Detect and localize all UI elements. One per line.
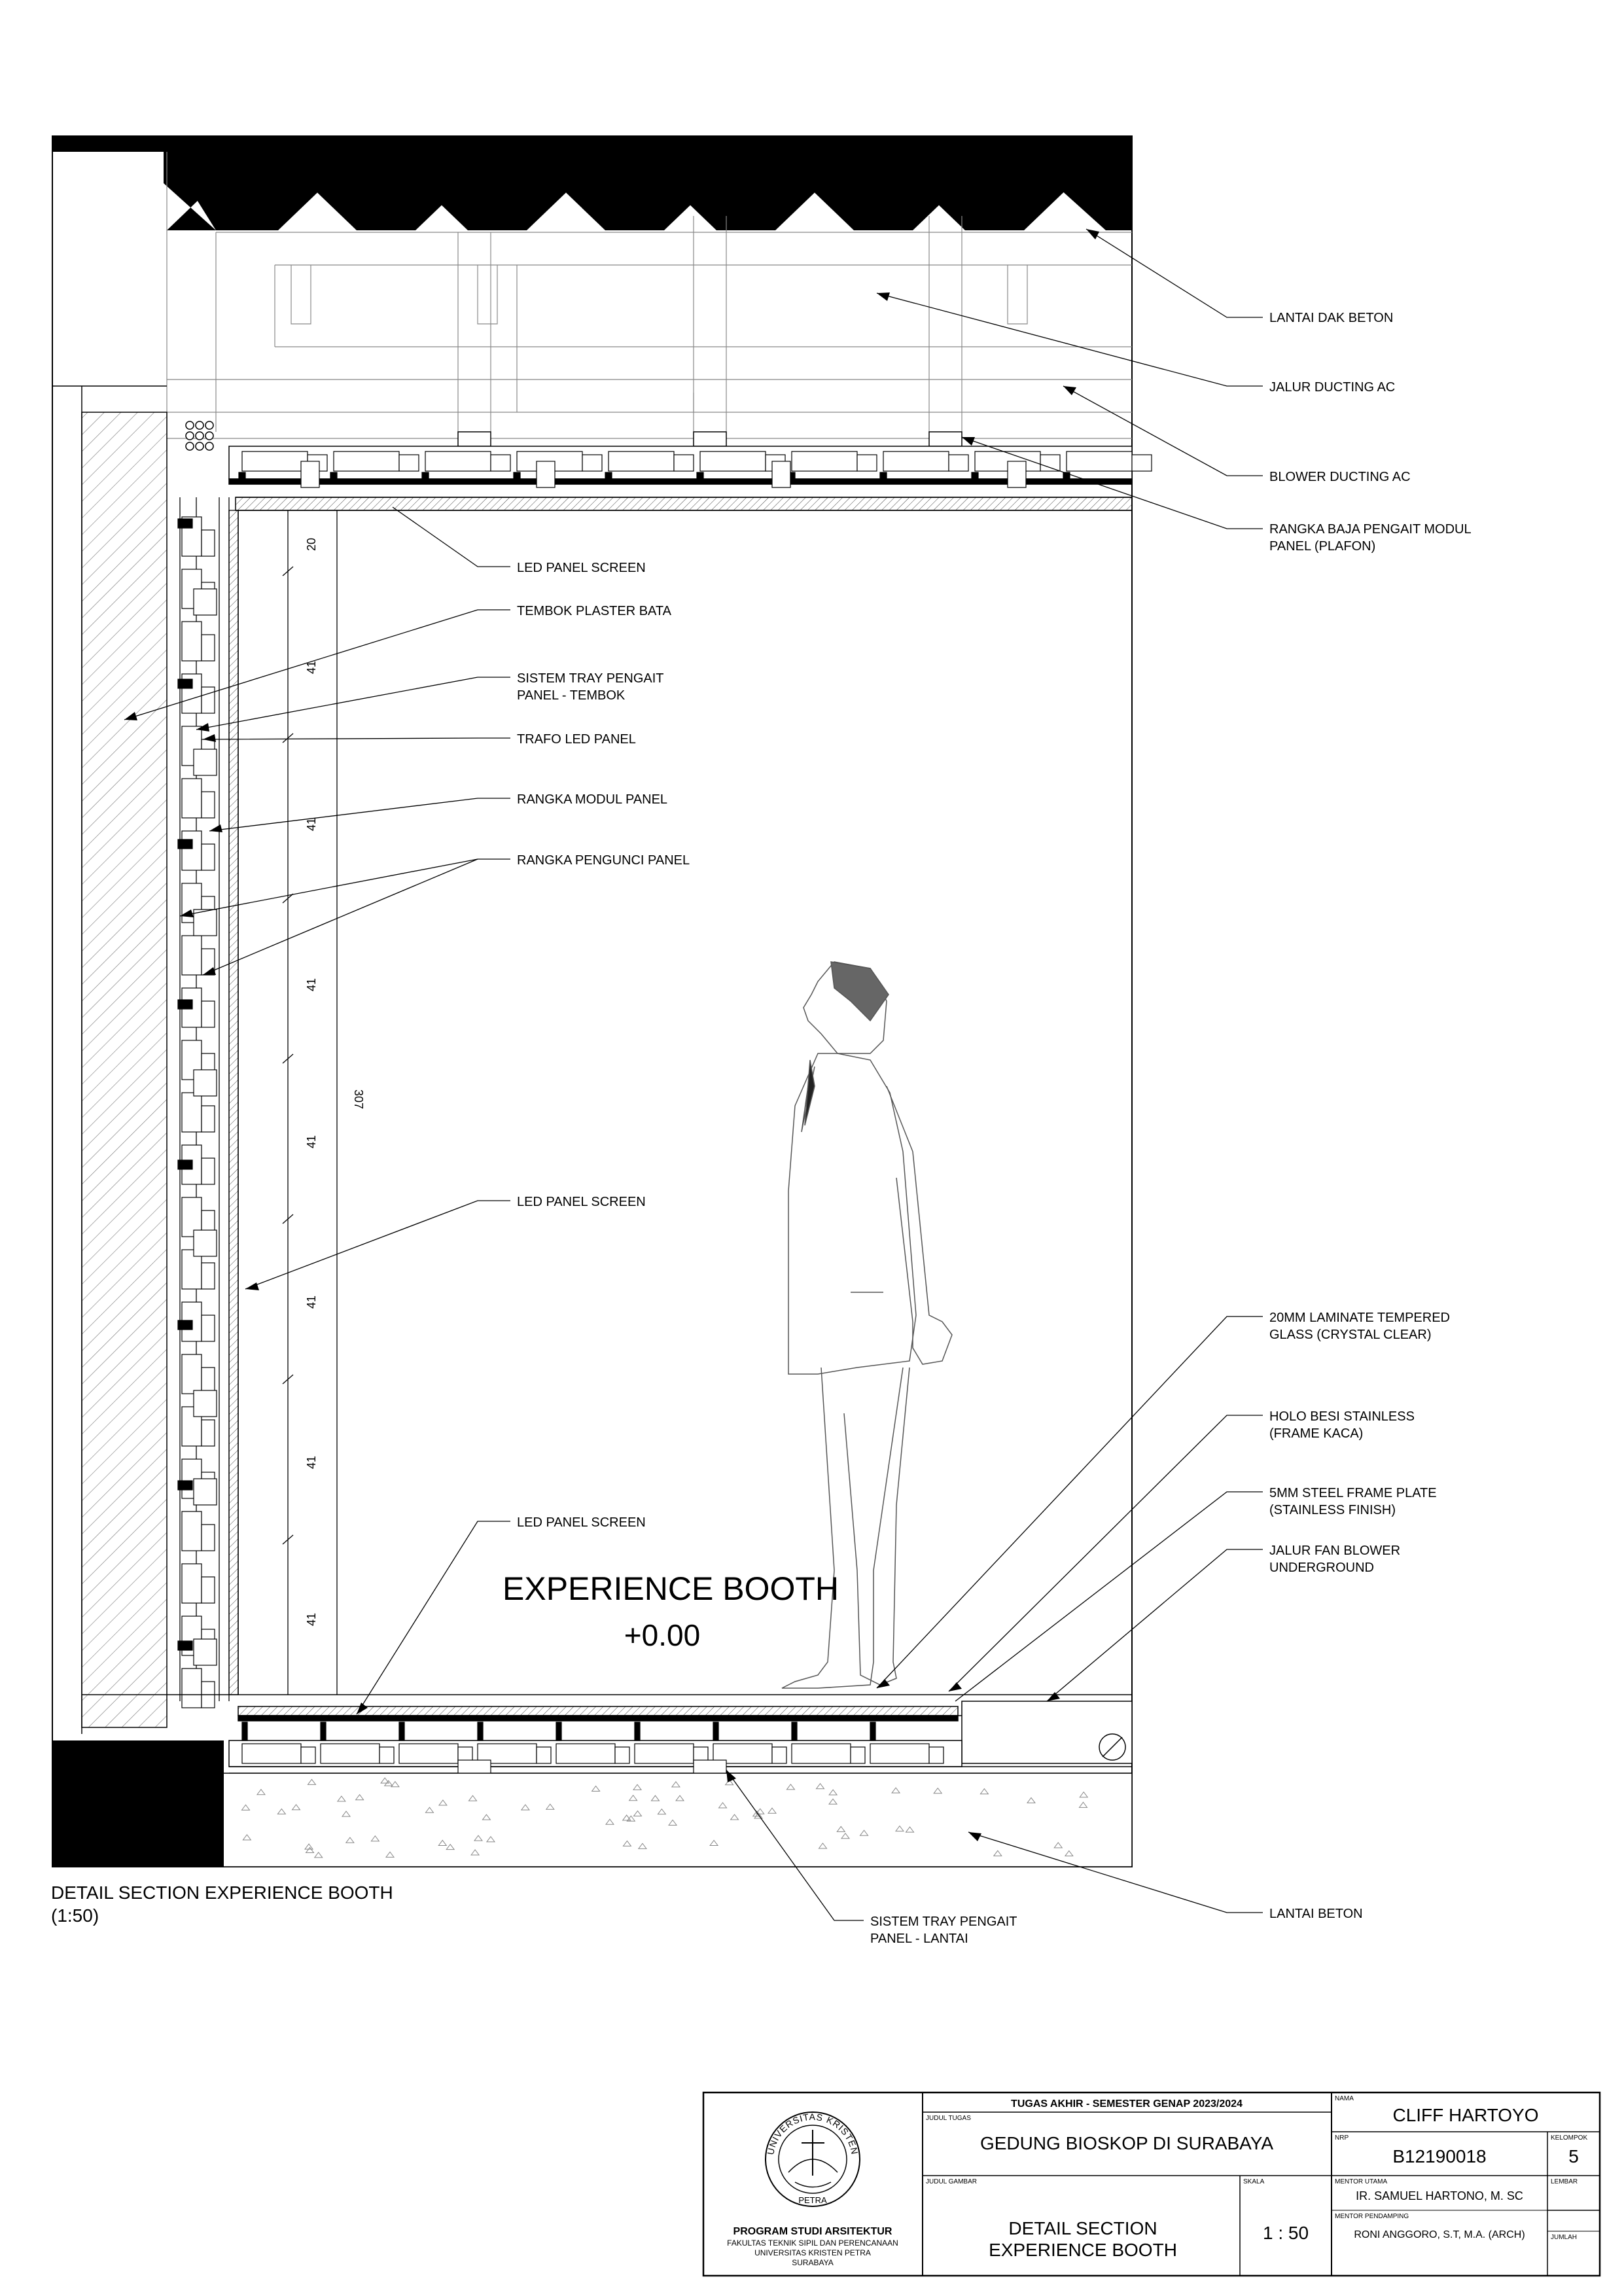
tb-nrp: B12190018	[1392, 2146, 1487, 2166]
dim-6: 41	[305, 1295, 318, 1309]
tb-nrp-label: NRP	[1335, 2134, 1349, 2142]
title-block-texts	[727, 2095, 1587, 2267]
tb-university: UNIVERSITAS KRISTEN PETRA	[754, 2248, 871, 2257]
label-lantai-dak-beton: LANTAI DAK BETON	[1269, 311, 1394, 325]
label-sistem-tray-tembok-2: PANEL - TEMBOK	[517, 688, 626, 703]
dim-3: 41	[305, 817, 318, 831]
label-glass-2: GLASS (CRYSTAL CLEAR)	[1269, 1328, 1432, 1342]
wall-modules	[178, 517, 217, 1708]
foundation-block	[52, 1740, 224, 1867]
dim-4: 41	[305, 978, 318, 991]
tb-course: TUGAS AKHIR - SEMESTER GENAP 2023/2024	[1011, 2098, 1243, 2110]
label-sistem-tray-lantai-2: PANEL - LANTAI	[870, 1932, 968, 1946]
label-rangka-modul-panel: RANGKA MODUL PANEL	[517, 792, 668, 807]
drawing-caption: DETAIL SECTION EXPERIENCE BOOTH	[51, 1882, 393, 1903]
label-led-panel-screen-3: LED PANEL SCREEN	[517, 1515, 646, 1530]
label-led-panel-screen-1: LED PANEL SCREEN	[517, 561, 646, 575]
label-glass-1: 20MM LAMINATE TEMPERED	[1269, 1311, 1450, 1325]
tb-kelompok: 5	[1568, 2146, 1579, 2166]
label-jalur-ducting-ac: JALUR DUCTING AC	[1269, 380, 1396, 395]
label-plate-1: 5MM STEEL FRAME PLATE	[1269, 1486, 1437, 1500]
label-rangka-baja-2: PANEL (PLAFON)	[1269, 539, 1376, 554]
label-lantai-beton: LANTAI BETON	[1269, 1907, 1363, 1921]
label-sistem-tray-tembok-1: SISTEM TRAY PENGAIT	[517, 671, 664, 686]
label-holo-2: (FRAME KACA)	[1269, 1426, 1364, 1441]
tb-mentor-pendamping: RONI ANGGORO, S.T, M.A. (ARCH)	[1354, 2229, 1525, 2240]
tb-kelompok-label: KELOMPOK	[1551, 2134, 1588, 2142]
label-rangka-baja-1: RANGKA BAJA PENGAIT MODUL	[1269, 522, 1472, 537]
dim-1: 20	[305, 537, 318, 551]
tb-city: SURABAYA	[792, 2258, 834, 2267]
dim-total: 307	[352, 1089, 365, 1110]
tb-judul-gambar-2: EXPERIENCE BOOTH	[989, 2240, 1177, 2260]
dimension-texts	[305, 538, 365, 1626]
seal-text-bottom: PETRA	[798, 2195, 827, 2205]
tb-program: PROGRAM STUDI ARSITEKTUR	[733, 2226, 892, 2237]
label-rangka-pengunci-panel: RANGKA PENGUNCI PANEL	[517, 853, 690, 868]
label-sistem-tray-lantai-1: SISTEM TRAY PENGAIT	[870, 1915, 1017, 1929]
dim-7: 41	[305, 1455, 318, 1469]
brick-wall	[82, 412, 167, 1727]
label-tembok-plaster-bata: TEMBOK PLASTER BATA	[517, 604, 671, 618]
tb-judul-tugas-label: JUDUL TUGAS	[926, 2115, 971, 2122]
tb-judul-tugas: GEDUNG BIOSKOP DI SURABAYA	[980, 2133, 1274, 2153]
tb-lembar-label: LEMBAR	[1551, 2178, 1578, 2185]
tb-nama: CLIFF HARTOYO	[1392, 2105, 1539, 2125]
label-plate-2: (STAINLESS FINISH)	[1269, 1503, 1396, 1517]
label-blower-ducting-ac: BLOWER DUCTING AC	[1269, 470, 1411, 484]
tb-judul-gambar-1: DETAIL SECTION	[1008, 2218, 1157, 2238]
tb-skala: 1 : 50	[1262, 2223, 1309, 2243]
dimension-line	[283, 510, 337, 1695]
tb-jumlah-label: JUMLAH	[1551, 2234, 1578, 2241]
tb-judul-gambar-label: JUDUL GAMBAR	[926, 2178, 977, 2185]
tb-mentor-pendamping-label: MENTOR PENDAMPING	[1335, 2213, 1409, 2220]
tb-mentor-utama-label: MENTOR UTAMA	[1335, 2178, 1388, 2185]
tb-faculty: FAKULTAS TEKNIK SIPIL DAN PERENCANAAN	[727, 2238, 898, 2248]
tb-skala-label: SKALA	[1243, 2178, 1265, 2185]
drawing-scale: (1:50)	[51, 1905, 99, 1926]
dim-2: 41	[305, 660, 318, 674]
right-labels	[1269, 311, 1472, 1921]
dim-8: 41	[305, 1612, 318, 1626]
room-name: EXPERIENCE BOOTH	[503, 1570, 839, 1607]
label-trafo-led-panel: TRAFO LED PANEL	[517, 732, 636, 747]
label-led-panel-screen-2: LED PANEL SCREEN	[517, 1195, 646, 1209]
tb-mentor-utama: IR. SAMUEL HARTONO, M. SC	[1356, 2189, 1523, 2202]
label-fan-1: JALUR FAN BLOWER	[1269, 1544, 1401, 1558]
seal-text-top: UNIVERSITAS KRISTEN	[765, 2111, 860, 2156]
floor-modules	[242, 1722, 944, 1776]
middle-labels	[517, 561, 1017, 1946]
room-level: +0.00	[624, 1618, 701, 1652]
tb-nama-label: NAMA	[1335, 2095, 1354, 2102]
label-holo-1: HOLO BESI STAINLESS	[1269, 1409, 1415, 1424]
dim-5: 41	[305, 1135, 318, 1148]
label-fan-2: UNDERGROUND	[1269, 1561, 1374, 1575]
